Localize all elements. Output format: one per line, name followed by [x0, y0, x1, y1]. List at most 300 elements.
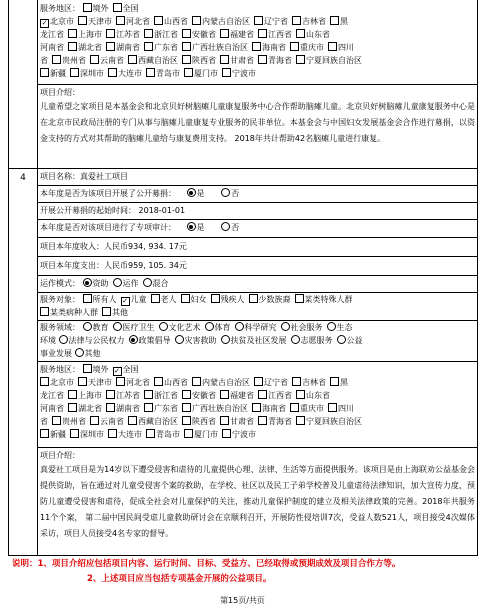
- option-label: 新疆: [50, 430, 66, 439]
- intro-label: 项目介绍：: [40, 88, 80, 97]
- option-radio[interactable]: [327, 321, 353, 334]
- option-label: 河北省: [126, 17, 150, 26]
- checkbox[interactable]: [252, 403, 261, 412]
- option-checkbox[interactable]: [113, 2, 139, 15]
- option-label: 儿童: [130, 295, 147, 304]
- checkbox[interactable]: [52, 55, 61, 64]
- row4-fields: [40, 321, 475, 360]
- option-checkbox[interactable]: [220, 415, 254, 428]
- fields-line2: [40, 334, 475, 347]
- checkbox[interactable]: [182, 29, 191, 38]
- row-divider: [37, 84, 477, 85]
- option-label: 某类特殊人群: [304, 295, 353, 304]
- option-checkbox[interactable]: [192, 376, 250, 389]
- checkbox[interactable]: [182, 416, 191, 425]
- checkbox[interactable]: [192, 16, 201, 25]
- row-divider: [37, 361, 477, 362]
- checkbox[interactable]: [328, 42, 337, 51]
- option-checkbox[interactable]: [40, 428, 66, 441]
- radio-button[interactable]: [129, 335, 138, 344]
- option-checkbox[interactable]: [182, 54, 216, 67]
- option-checkbox[interactable]: [40, 67, 66, 80]
- checkbox[interactable]: [254, 377, 263, 386]
- checkbox[interactable]: [83, 294, 92, 303]
- option-radio[interactable]: [221, 334, 287, 347]
- option-checkbox[interactable]: [254, 376, 288, 389]
- checkbox[interactable]: [144, 390, 153, 399]
- checkbox[interactable]: [154, 16, 163, 25]
- radio-button[interactable]: [205, 322, 214, 331]
- option-checkbox[interactable]: [181, 293, 207, 306]
- option-checkbox[interactable]: [252, 402, 286, 415]
- option-label: 新疆: [50, 69, 66, 78]
- option-label: 资助: [92, 279, 109, 288]
- field-prefix: 环境: [40, 336, 56, 345]
- option-checkbox[interactable]: [146, 428, 180, 441]
- option-checkbox[interactable]: [296, 54, 362, 67]
- option-label: 山西省: [164, 378, 188, 387]
- checkbox[interactable]: [184, 68, 193, 77]
- option-label: 重庆市: [300, 404, 324, 413]
- checkbox[interactable]: [296, 416, 305, 425]
- option-radio[interactable]: [337, 334, 363, 347]
- option-label: 内蒙古自治区: [202, 378, 250, 387]
- checkbox[interactable]: [146, 68, 155, 77]
- option-checkbox[interactable]: [90, 54, 124, 67]
- checkbox[interactable]: [116, 377, 125, 386]
- option-checkbox[interactable]: [330, 15, 348, 28]
- option-label: 体育: [214, 323, 231, 332]
- targets-line2: [40, 306, 475, 319]
- checkbox[interactable]: [106, 403, 115, 412]
- checkbox[interactable]: [330, 16, 339, 25]
- option-label: 某类病种人群: [50, 308, 98, 317]
- report-table: [8, 0, 478, 556]
- option-label: 贵州省: [62, 417, 86, 426]
- checkbox[interactable]: [258, 29, 267, 38]
- checkbox[interactable]: [252, 42, 261, 51]
- option-checkbox[interactable]: [182, 402, 248, 415]
- option-label: 山东省: [306, 30, 330, 39]
- option-checkbox[interactable]: [144, 41, 178, 54]
- option-checkbox[interactable]: [52, 415, 86, 428]
- checkbox[interactable]: [106, 42, 115, 51]
- option-checkbox[interactable]: [258, 415, 292, 428]
- option-label: 安徽省: [192, 30, 216, 39]
- checkbox[interactable]: [295, 294, 304, 303]
- checkbox[interactable]: [151, 294, 160, 303]
- option-checkbox[interactable]: [296, 389, 330, 402]
- region-row: [40, 428, 475, 441]
- checkbox[interactable]: [68, 403, 77, 412]
- checkbox[interactable]: [83, 364, 92, 373]
- checkbox[interactable]: [106, 29, 115, 38]
- option-radio[interactable]: [235, 321, 277, 334]
- checkbox[interactable]: [40, 68, 49, 77]
- option-label: 省: [40, 56, 48, 65]
- option-checkbox[interactable]: [249, 293, 291, 306]
- checkbox[interactable]: [70, 68, 79, 77]
- checkbox[interactable]: [40, 377, 49, 386]
- checkbox[interactable]: [211, 294, 220, 303]
- expense: 项目本年度支出：人民币959, 105. 34元: [40, 261, 187, 270]
- option-checkbox[interactable]: [192, 15, 250, 28]
- option-checkbox[interactable]: [40, 15, 74, 28]
- checkbox[interactable]: [328, 403, 337, 412]
- option-label: 深圳市: [80, 69, 104, 78]
- checkbox[interactable]: [182, 390, 191, 399]
- checkbox[interactable]: [290, 403, 299, 412]
- intro-text: 真爱社工项目是为14岁以下遭受侵害和虐待的儿童提供心理、法律、生活等方面提供服务。该项目是由上海联劝公益基金会提供资助，旨在通过对儿童受侵害个案的救助，在学校、社区以及民工子弟学校普及儿童虐待法律知识，加大宣传力度，预防儿童遭受侵害和虐待，促成全社会对儿童保护的关注，推动儿童保护制度的建立及相关法律政策的完善。2018年共服务11个个案， 第二届中国民间受虐儿童救助研讨会在京顺利召开，开展防性侵培训7次，受益人数521人，项目接受4次媒体采访，项目人员接受4名专家的督导。: [40, 465, 475, 538]
- option-label: 宁夏回族自治区: [306, 56, 362, 65]
- checkbox[interactable]: [220, 55, 229, 64]
- region-row: [40, 67, 475, 80]
- option-checkbox[interactable]: [90, 415, 124, 428]
- region-row: [40, 402, 475, 415]
- option-checkbox[interactable]: [106, 28, 140, 41]
- checkbox[interactable]: [40, 429, 49, 438]
- checkbox[interactable]: [220, 390, 229, 399]
- option-label: 四川: [338, 43, 354, 52]
- target-label: 服务对象：: [40, 295, 80, 304]
- option-checkbox[interactable]: [222, 428, 256, 441]
- option-radio[interactable]: [159, 321, 201, 334]
- option-radio[interactable]: [83, 277, 109, 290]
- checkbox[interactable]: [181, 294, 190, 303]
- option-checkbox[interactable]: [290, 41, 324, 54]
- option-checkbox[interactable]: [154, 15, 188, 28]
- option-radio[interactable]: [175, 334, 217, 347]
- option-label: 妇女: [190, 295, 207, 304]
- option-checkbox[interactable]: [182, 415, 216, 428]
- option-label: 宁夏回族自治区: [306, 417, 362, 426]
- checkbox[interactable]: [83, 3, 92, 12]
- checkbox[interactable]: [128, 55, 137, 64]
- region-grid: [40, 376, 475, 441]
- option-label: 所有人: [92, 295, 117, 304]
- checkbox[interactable]: [154, 377, 163, 386]
- option-checkbox[interactable]: [258, 54, 292, 67]
- option-label: 青海省: [268, 417, 292, 426]
- option-checkbox[interactable]: [70, 428, 104, 441]
- checkbox[interactable]: [90, 55, 99, 64]
- checkbox[interactable]: [144, 29, 153, 38]
- radio-button[interactable]: [83, 278, 92, 287]
- option-checkbox[interactable]: [184, 67, 218, 80]
- audit-question: 本年度是否对该项目进行了专项审计：: [40, 223, 176, 232]
- row-divider: [37, 447, 477, 448]
- radio-button[interactable]: [291, 335, 300, 344]
- option-checkbox[interactable]: [292, 376, 326, 389]
- option-checkbox[interactable]: [78, 15, 112, 28]
- option-checkbox[interactable]: [296, 415, 362, 428]
- option-label: 龙江省: [40, 30, 64, 39]
- option-checkbox[interactable]: [144, 28, 178, 41]
- option-checkbox[interactable]: [40, 376, 74, 389]
- checkbox[interactable]: [192, 377, 201, 386]
- option-checkbox[interactable]: [70, 67, 104, 80]
- option-label: 西藏自治区: [138, 56, 178, 65]
- option-checkbox[interactable]: [40, 306, 98, 319]
- option-label: 甘肃省: [230, 417, 254, 426]
- checkbox[interactable]: [292, 377, 301, 386]
- checkbox[interactable]: [70, 429, 79, 438]
- checkbox[interactable]: [116, 16, 125, 25]
- option-label: 陕西省: [192, 417, 216, 426]
- row4-audit: [40, 221, 475, 234]
- fundraise-yes-radio[interactable]: 是: [187, 187, 205, 200]
- checkbox[interactable]: [146, 429, 155, 438]
- option-radio[interactable]: [113, 321, 155, 334]
- checkbox[interactable]: [182, 403, 191, 412]
- row4-income: [40, 240, 475, 253]
- option-label: 教育: [92, 323, 109, 332]
- option-checkbox: [40, 54, 48, 67]
- checkbox[interactable]: [78, 377, 87, 386]
- option-checkbox[interactable]: [220, 28, 254, 41]
- option-radio[interactable]: [113, 277, 139, 290]
- checkbox[interactable]: [40, 307, 49, 316]
- option-checkbox[interactable]: [292, 15, 326, 28]
- radio-button[interactable]: [113, 278, 122, 287]
- page-footer: 第15页/共页: [220, 596, 265, 605]
- option-checkbox[interactable]: [83, 2, 109, 15]
- option-label: 重庆市: [300, 43, 324, 52]
- option-label: 山东省: [306, 391, 330, 400]
- checkbox[interactable]: [113, 3, 122, 12]
- option-checkbox[interactable]: [113, 363, 139, 376]
- option-label: 深圳市: [80, 430, 104, 439]
- row4-fundraise: [40, 187, 475, 200]
- option-checkbox[interactable]: [128, 54, 178, 67]
- option-radio[interactable]: [83, 321, 109, 334]
- region-row: [40, 415, 475, 428]
- option-radio[interactable]: [291, 334, 333, 347]
- option-label: 全国: [122, 4, 139, 13]
- option-radio[interactable]: [59, 334, 125, 347]
- option-checkbox[interactable]: [222, 67, 256, 80]
- option-label: 厦门市: [194, 69, 218, 78]
- checkbox[interactable]: [144, 42, 153, 51]
- option-checkbox: [40, 389, 64, 402]
- option-label: 江苏省: [116, 30, 140, 39]
- radio-button[interactable]: [221, 335, 230, 344]
- checkbox[interactable]: [296, 390, 305, 399]
- checkbox[interactable]: [258, 55, 267, 64]
- option-label: 少数族裔: [258, 295, 291, 304]
- option-checkbox[interactable]: [108, 67, 142, 80]
- option-label: 境外: [92, 4, 109, 13]
- option-checkbox[interactable]: [258, 28, 292, 41]
- radio-button[interactable]: [113, 322, 122, 331]
- region-row: [40, 54, 475, 67]
- option-radio[interactable]: [281, 321, 323, 334]
- option-label: 全国: [122, 365, 139, 374]
- option-label: 生态: [336, 323, 353, 332]
- row-divider: [37, 237, 477, 238]
- radio-button[interactable]: [235, 322, 244, 331]
- checkbox[interactable]: [52, 416, 61, 425]
- region-row: [40, 376, 475, 389]
- checkbox[interactable]: [290, 42, 299, 51]
- option-checkbox[interactable]: [83, 293, 117, 306]
- checkbox[interactable]: [182, 42, 191, 51]
- row4-area-line: [40, 363, 475, 376]
- option-checkbox[interactable]: [220, 389, 254, 402]
- option-label: 广东省: [154, 43, 178, 52]
- option-checkbox[interactable]: [328, 402, 354, 415]
- checkbox[interactable]: [254, 16, 263, 25]
- option-checkbox[interactable]: [116, 376, 150, 389]
- option-checkbox[interactable]: [211, 293, 245, 306]
- radio-button[interactable]: [337, 335, 346, 344]
- checkbox[interactable]: [108, 429, 117, 438]
- checkbox[interactable]: [184, 429, 193, 438]
- option-checkbox[interactable]: [52, 54, 86, 67]
- option-checkbox[interactable]: [106, 389, 140, 402]
- option-label: 吉林省: [302, 378, 326, 387]
- field-label: 服务领域：: [40, 323, 80, 332]
- option-label: 龙江省: [40, 391, 64, 400]
- option-checkbox[interactable]: [144, 402, 178, 415]
- option-label: 安徽省: [192, 391, 216, 400]
- checkbox[interactable]: [258, 416, 267, 425]
- option-checkbox[interactable]: [254, 15, 288, 28]
- start-date: 开展公开募捐的起始时间： 2018-01-01: [40, 206, 186, 215]
- option-checkbox[interactable]: [116, 15, 150, 28]
- checkbox[interactable]: [128, 416, 137, 425]
- field-prefix: 事业发展: [40, 349, 72, 358]
- option-label: 志愿服务: [300, 336, 333, 345]
- checkbox[interactable]: [222, 429, 231, 438]
- audit-yes-radio[interactable]: 是: [187, 221, 205, 234]
- audit-no-radio[interactable]: 否: [221, 221, 239, 234]
- checkbox-checked[interactable]: ✓: [122, 297, 128, 305]
- option-label: 大连市: [118, 69, 142, 78]
- checkbox[interactable]: [78, 16, 87, 25]
- radio-button[interactable]: [75, 348, 84, 357]
- checkbox[interactable]: [90, 416, 99, 425]
- fundraise-no-radio[interactable]: 否: [221, 187, 239, 200]
- checkbox-checked[interactable]: ✓: [114, 367, 120, 375]
- row4-mode: [40, 277, 475, 290]
- option-checkbox[interactable]: [108, 428, 142, 441]
- option-checkbox[interactable]: [68, 389, 102, 402]
- option-checkbox[interactable]: [182, 28, 216, 41]
- option-radio[interactable]: [129, 334, 171, 347]
- option-label: 贵州省: [62, 56, 86, 65]
- option-radio[interactable]: [75, 347, 101, 360]
- radio-button[interactable]: [59, 335, 68, 344]
- option-checkbox[interactable]: [151, 293, 177, 306]
- option-label: 残疾人: [220, 295, 245, 304]
- option-label: 湖南省: [116, 404, 140, 413]
- option-checkbox: [40, 28, 64, 41]
- option-label: 海南省: [262, 43, 286, 52]
- checkbox[interactable]: [108, 68, 117, 77]
- option-label: 社会服务: [290, 323, 323, 332]
- option-checkbox[interactable]: [182, 389, 216, 402]
- option-checkbox[interactable]: [78, 376, 112, 389]
- option-label: 公益: [346, 336, 363, 345]
- checkbox[interactable]: [220, 29, 229, 38]
- option-checkbox[interactable]: [220, 54, 254, 67]
- option-checkbox[interactable]: [106, 402, 140, 415]
- option-checkbox[interactable]: [128, 415, 178, 428]
- option-checkbox[interactable]: [258, 389, 292, 402]
- checkbox[interactable]: [68, 29, 77, 38]
- checkbox-checked[interactable]: ✓: [41, 19, 48, 27]
- checkbox[interactable]: [296, 55, 305, 64]
- checkbox[interactable]: [106, 390, 115, 399]
- option-checkbox[interactable]: [252, 41, 286, 54]
- option-checkbox[interactable]: [184, 428, 218, 441]
- option-checkbox[interactable]: [182, 41, 248, 54]
- option-checkbox[interactable]: [68, 402, 102, 415]
- option-label: 青岛市: [156, 69, 180, 78]
- checkbox[interactable]: [68, 390, 77, 399]
- checkbox[interactable]: [220, 416, 229, 425]
- option-checkbox[interactable]: [83, 363, 109, 376]
- option-checkbox[interactable]: [144, 389, 178, 402]
- option-label: 吉林省: [302, 17, 326, 26]
- option-label: 辽宁省: [264, 378, 288, 387]
- option-label: 内蒙古自治区: [202, 17, 250, 26]
- option-checkbox: [40, 415, 48, 428]
- option-checkbox[interactable]: [106, 41, 140, 54]
- option-checkbox[interactable]: [146, 67, 180, 80]
- option-checkbox[interactable]: [68, 28, 102, 41]
- option-checkbox[interactable]: [295, 293, 353, 306]
- option-checkbox[interactable]: [68, 41, 102, 54]
- checkbox[interactable]: [222, 68, 231, 77]
- option-label: 北京市: [50, 378, 74, 387]
- radio-button[interactable]: [143, 278, 152, 287]
- option-label: 老人: [160, 295, 177, 304]
- radio-button[interactable]: [175, 335, 184, 344]
- option-label: 厦门市: [194, 430, 218, 439]
- option-checkbox[interactable]: [328, 41, 354, 54]
- checkbox[interactable]: [296, 29, 305, 38]
- option-checkbox[interactable]: [290, 402, 324, 415]
- checkbox[interactable]: [330, 377, 339, 386]
- checkbox[interactable]: [144, 403, 153, 412]
- option-label: 其他: [112, 308, 128, 317]
- option-checkbox[interactable]: [154, 376, 188, 389]
- checkbox[interactable]: [292, 16, 301, 25]
- radio-button[interactable]: [281, 322, 290, 331]
- checkbox[interactable]: [68, 42, 77, 51]
- checkbox[interactable]: [102, 307, 111, 316]
- radio-button[interactable]: [159, 322, 168, 331]
- region-row: [40, 41, 475, 54]
- option-label: 北京市: [50, 17, 74, 26]
- option-radio[interactable]: [143, 277, 169, 290]
- radio-button[interactable]: [83, 322, 92, 331]
- checkbox[interactable]: [249, 294, 258, 303]
- option-checkbox: [40, 41, 64, 54]
- checkbox[interactable]: [182, 55, 191, 64]
- option-checkbox[interactable]: [296, 28, 330, 41]
- option-radio[interactable]: [205, 321, 231, 334]
- option-checkbox[interactable]: [330, 376, 348, 389]
- option-label: 辽宁省: [264, 17, 288, 26]
- row-divider: [37, 219, 477, 220]
- option-checkbox[interactable]: [102, 306, 128, 319]
- checkbox[interactable]: [258, 390, 267, 399]
- radio-button[interactable]: [327, 322, 336, 331]
- option-checkbox[interactable]: [121, 293, 147, 306]
